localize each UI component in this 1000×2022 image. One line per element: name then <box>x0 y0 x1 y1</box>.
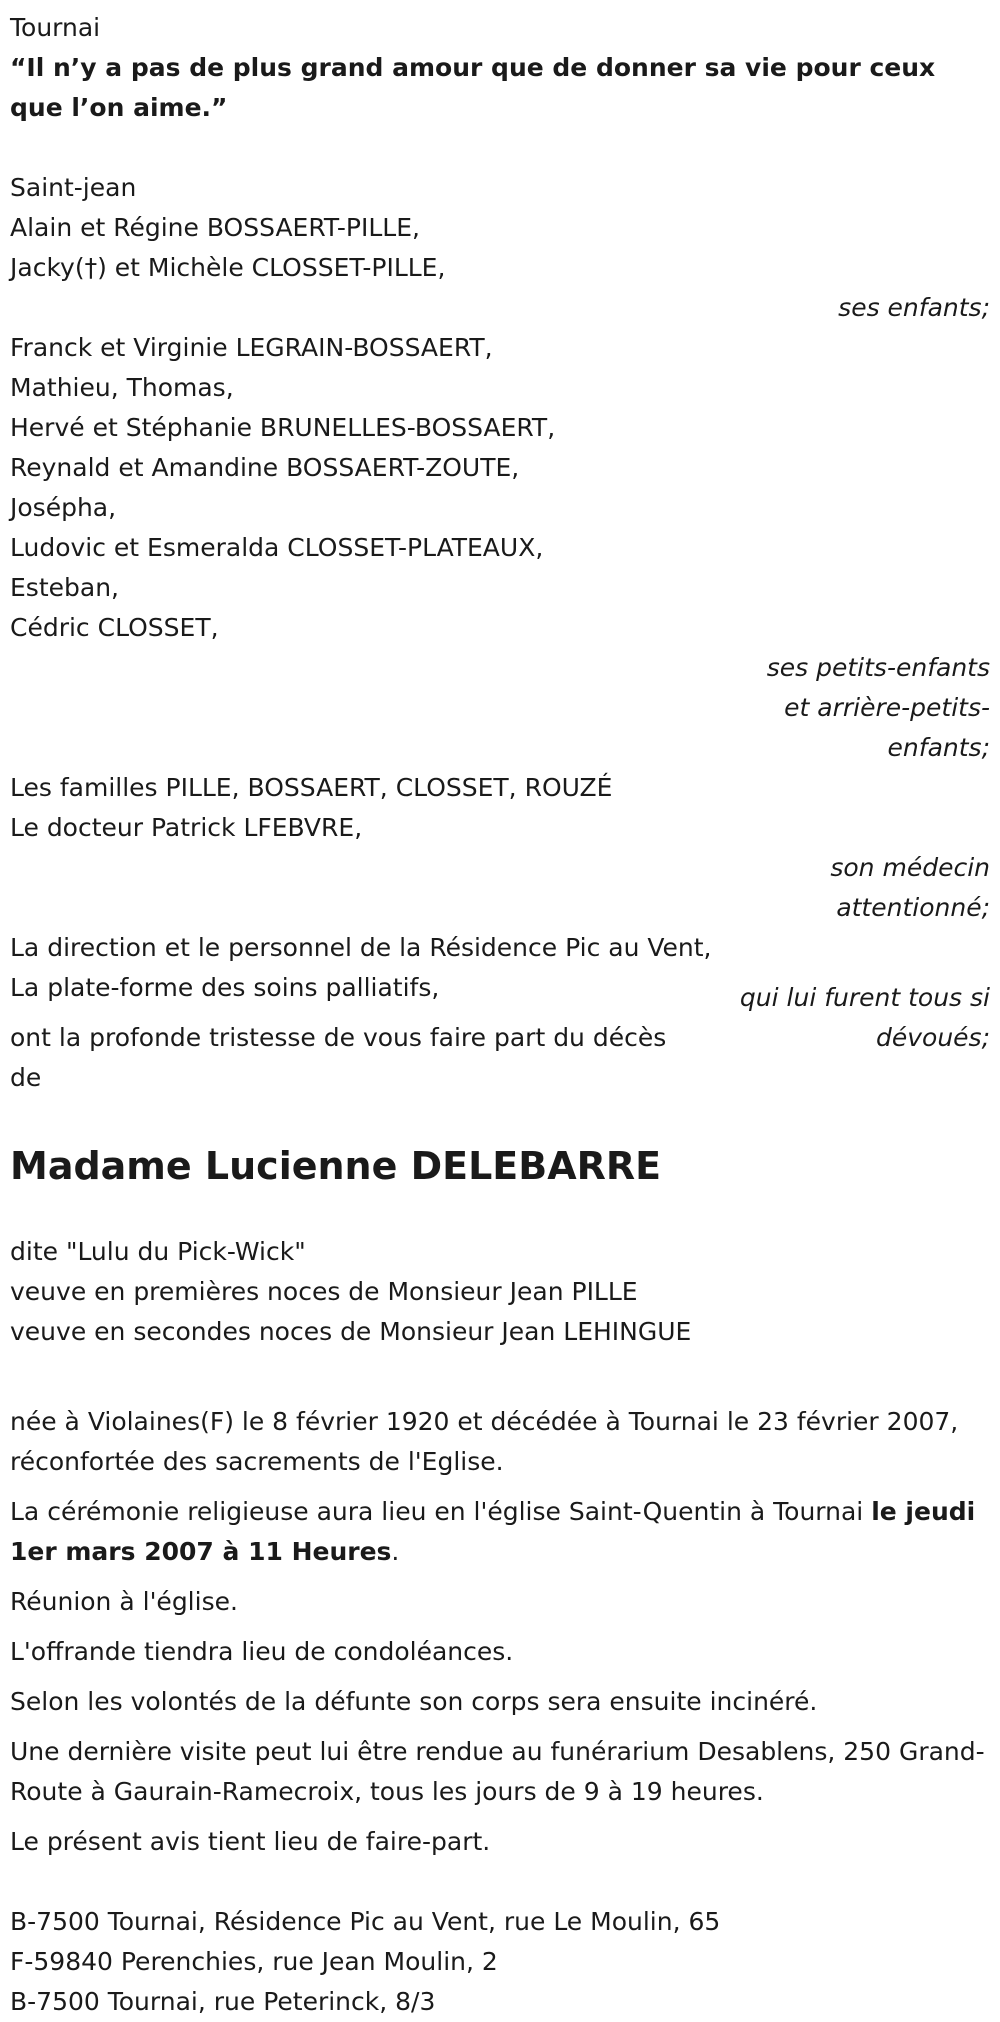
grandchild-line: Esteban, <box>10 573 119 602</box>
children-line: Alain et Régine BOSSAERT-PILLE, <box>10 213 420 242</box>
widow-line: veuve en secondes noces de Monsieur Jean LEHINGUE <box>10 1317 692 1346</box>
notice-text: Le présent avis tient lieu de faire-part. <box>10 1827 491 1856</box>
address-line: F-59840 Perenchies, rue Jean Moulin, 2 <box>10 1947 498 1976</box>
city-heading: Tournai <box>10 13 101 42</box>
quote-text: “Il n’y a pas de plus grand amour que de donner sa vie pour ceux que l’on aime.” <box>10 53 936 122</box>
widow-line: veuve en premières noces de Monsieur Jean PILLE <box>10 1277 638 1306</box>
ceremony-prefix: La cérémonie religieuse aura lieu en l'église Saint-Quentin à Tournai <box>10 1497 872 1526</box>
cremation-text: Selon les volontés de la défunte son corps sera ensuite incinéré. <box>10 1687 818 1716</box>
offering-text: L'offrande tiendra lieu de condoléances. <box>10 1637 514 1666</box>
spacer <box>10 128 990 168</box>
families-line: Les familles PILLE, BOSSAERT, CLOSSET, ROUZÉ <box>10 773 613 802</box>
addresses-block <box>10 1902 990 2022</box>
families-block <box>10 768 990 928</box>
place-name: Saint-jean <box>10 173 137 202</box>
ceremony-text <box>10 1492 990 1572</box>
meeting-text: Réunion à l'église. <box>10 1587 238 1616</box>
announce-line: de <box>10 1063 42 1092</box>
grandchild-line: Franck et Virginie LEGRAIN-BOSSAERT, <box>10 333 493 362</box>
doctor-line: Le docteur Patrick LFEBVRE, <box>10 813 363 842</box>
grandchild-line: Josépha, <box>10 493 117 522</box>
staff-block <box>10 928 990 1098</box>
nickname: dite "Lulu du Pick-Wick" <box>10 1237 306 1266</box>
announce-line: ont la profonde tristesse de vous faire part du décès <box>10 1023 667 1052</box>
address-line: B-7500 Tournai, Résidence Pic au Vent, rue Le Moulin, 65 <box>10 1907 721 1936</box>
grandchild-line: Mathieu, Thomas, <box>10 373 234 402</box>
grandchild-line: Ludovic et Esmeralda CLOSSET-PLATEAUX, <box>10 533 544 562</box>
staff-line: La direction et le personnel de la Résidence Pic au Vent, <box>10 933 712 962</box>
staff-label: qui lui furent tous si dévoués; <box>739 983 990 1052</box>
birth-death-text: née à Violaines(F) le 8 février 1920 et décédée à Tournai le 23 février 2007, réconfortée des sacrements de l'Eglise. <box>10 1407 959 1476</box>
spacer <box>10 1352 990 1392</box>
staff-line: La plate-forme des soins palliatifs, <box>10 973 440 1002</box>
address-line: B-7500 Tournai, rue Peterinck, 8/3 <box>10 1987 436 2016</box>
grandchildren-block <box>10 328 990 768</box>
grandchild-line: Hervé et Stéphanie BRUNELLES-BOSSAERT, <box>10 413 556 442</box>
deceased-name: Madame Lucienne DELEBARRE <box>10 1144 662 1188</box>
grandchildren-label: ses petits-enfants et arrière-petits-enfants; <box>766 653 990 762</box>
children-label: ses enfants; <box>838 293 990 322</box>
visit-text: Une dernière visite peut lui être rendue au funérarium Desablens, 250 Grand-Route à Gaurain-Ramecroix, tous les jours de 9 à 19 heures. <box>10 1737 985 1806</box>
ceremony-date: le jeudi 1er mars 2007 à 11 Heures <box>10 1497 976 1566</box>
spacer <box>10 1872 990 1902</box>
ceremony-suffix: . <box>391 1537 400 1566</box>
children-block <box>10 208 990 328</box>
grandchild-line: Reynald et Amandine BOSSAERT-ZOUTE, <box>10 453 520 482</box>
children-line: Jacky(†) et Michèle CLOSSET-PILLE, <box>10 253 446 282</box>
doctor-label: son médecin attentionné; <box>830 853 990 922</box>
grandchild-line: Cédric CLOSSET, <box>10 613 219 642</box>
